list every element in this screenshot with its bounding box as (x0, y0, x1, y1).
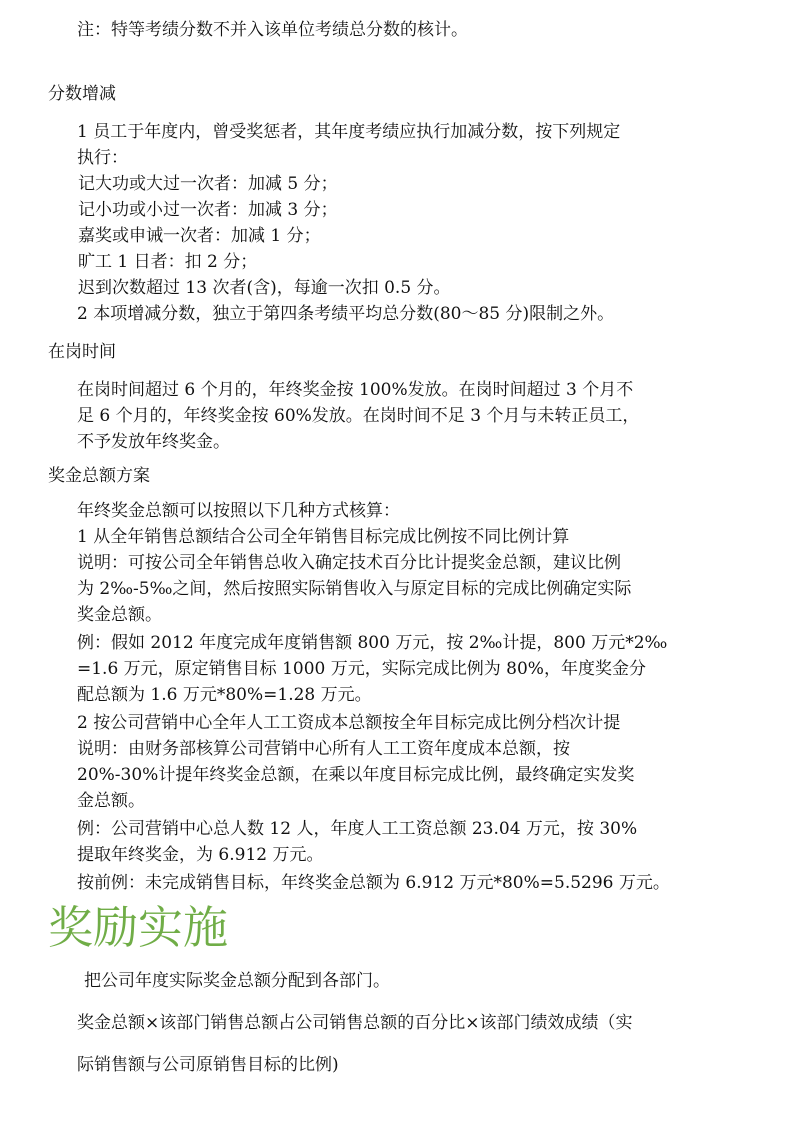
paragraph-line: 例：假如 2012 年度完成年度销售额 800 万元，按 2‰计提，800 万元*2‰ (77, 633, 668, 653)
paragraph-line: 为 2‰-5‰之间，然后按照实际销售收入与原定目标的完成比例确定实际 (77, 579, 632, 599)
paragraph-line: 1 员工于年度内，曾受奖惩者，其年度考绩应执行加减分数，按下列规定 (77, 122, 621, 142)
paragraph-line: 执行： (77, 148, 128, 168)
paragraph-line: 提取年终奖金，为 6.912 万元。 (77, 845, 324, 865)
paragraph-line: 2 按公司营销中心全年人工工资成本总额按全年目标完成比例分档次计提 (77, 713, 621, 733)
formula-line: 奖金总额×该部门销售总额占公司销售总额的百分比×该部门绩效成绩（实 (77, 1013, 633, 1033)
paragraph-line: 年终奖金总额可以按照以下几种方式核算： (77, 501, 400, 521)
main-heading-reward-implementation: 奖励实施 (48, 901, 229, 954)
paragraph-line: 奖金总额。 (77, 605, 162, 625)
list-item: 记大功或大过一次者：加减 5 分； (78, 174, 338, 194)
paragraph-line: 配总额为 1.6 万元*80%=1.28 万元。 (77, 685, 372, 705)
paragraph-line: 在岗时间超过 6 个月的，年终奖金按 100%发放。在岗时间超过 3 个月不 (77, 380, 634, 400)
paragraph-line: 足 6 个月的，年终奖金按 60%发放。在岗时间不足 3 个月与未转正员工， (77, 406, 640, 426)
list-item: 嘉奖或申诫一次者：加减 1 分； (78, 226, 321, 246)
paragraph-line: 不予发放年终奖金。 (77, 432, 230, 452)
list-item: 记小功或小过一次者：加减 3 分； (78, 200, 338, 220)
paragraph-line: 例：公司营销中心总人数 12 人，年度人工工资总额 23.04 万元，按 30% (77, 819, 638, 839)
list-item: 旷工 1 日者：扣 2 分； (78, 252, 258, 272)
paragraph-line: 20%-30%计提年终奖金总额，在乘以年度目标完成比例，最终确定实发奖 (77, 765, 635, 785)
paragraph-line: 把公司年度实际奖金总额分配到各部门。 (84, 971, 390, 991)
list-item: 迟到次数超过 13 次者(含)，每逾一次扣 0.5 分。 (78, 278, 451, 298)
section-heading-score-adjust: 分数增减 (48, 84, 116, 104)
section-heading-bonus-total: 奖金总额方案 (48, 466, 150, 486)
note-text: 注：特等考绩分数不并入该单位考绩总分数的核计。 (77, 20, 468, 40)
paragraph-line: 1 从全年销售总额结合公司全年销售目标完成比例按不同比例计算 (77, 527, 570, 547)
paragraph-line: 2 本项增减分数，独立于第四条考绩平均总分数(80～85 分)限制之外。 (77, 304, 615, 324)
paragraph-line: 金总额。 (77, 791, 145, 811)
paragraph-line: 说明：可按公司全年销售总收入确定技术百分比计提奖金总额，建议比例 (77, 553, 621, 573)
formula-line: 际销售额与公司原销售目标的比例) (77, 1055, 339, 1075)
paragraph-line: 按前例：未完成销售目标，年终奖金总额为 6.912 万元*80%=5.5296 万元。 (77, 873, 670, 893)
paragraph-line: 说明：由财务部核算公司营销中心所有人工工资年度成本总额，按 (77, 739, 570, 759)
section-heading-tenure: 在岗时间 (48, 342, 116, 362)
paragraph-line: =1.6 万元，原定销售目标 1000 万元，实际完成比例为 80%，年度奖金分 (77, 659, 646, 679)
